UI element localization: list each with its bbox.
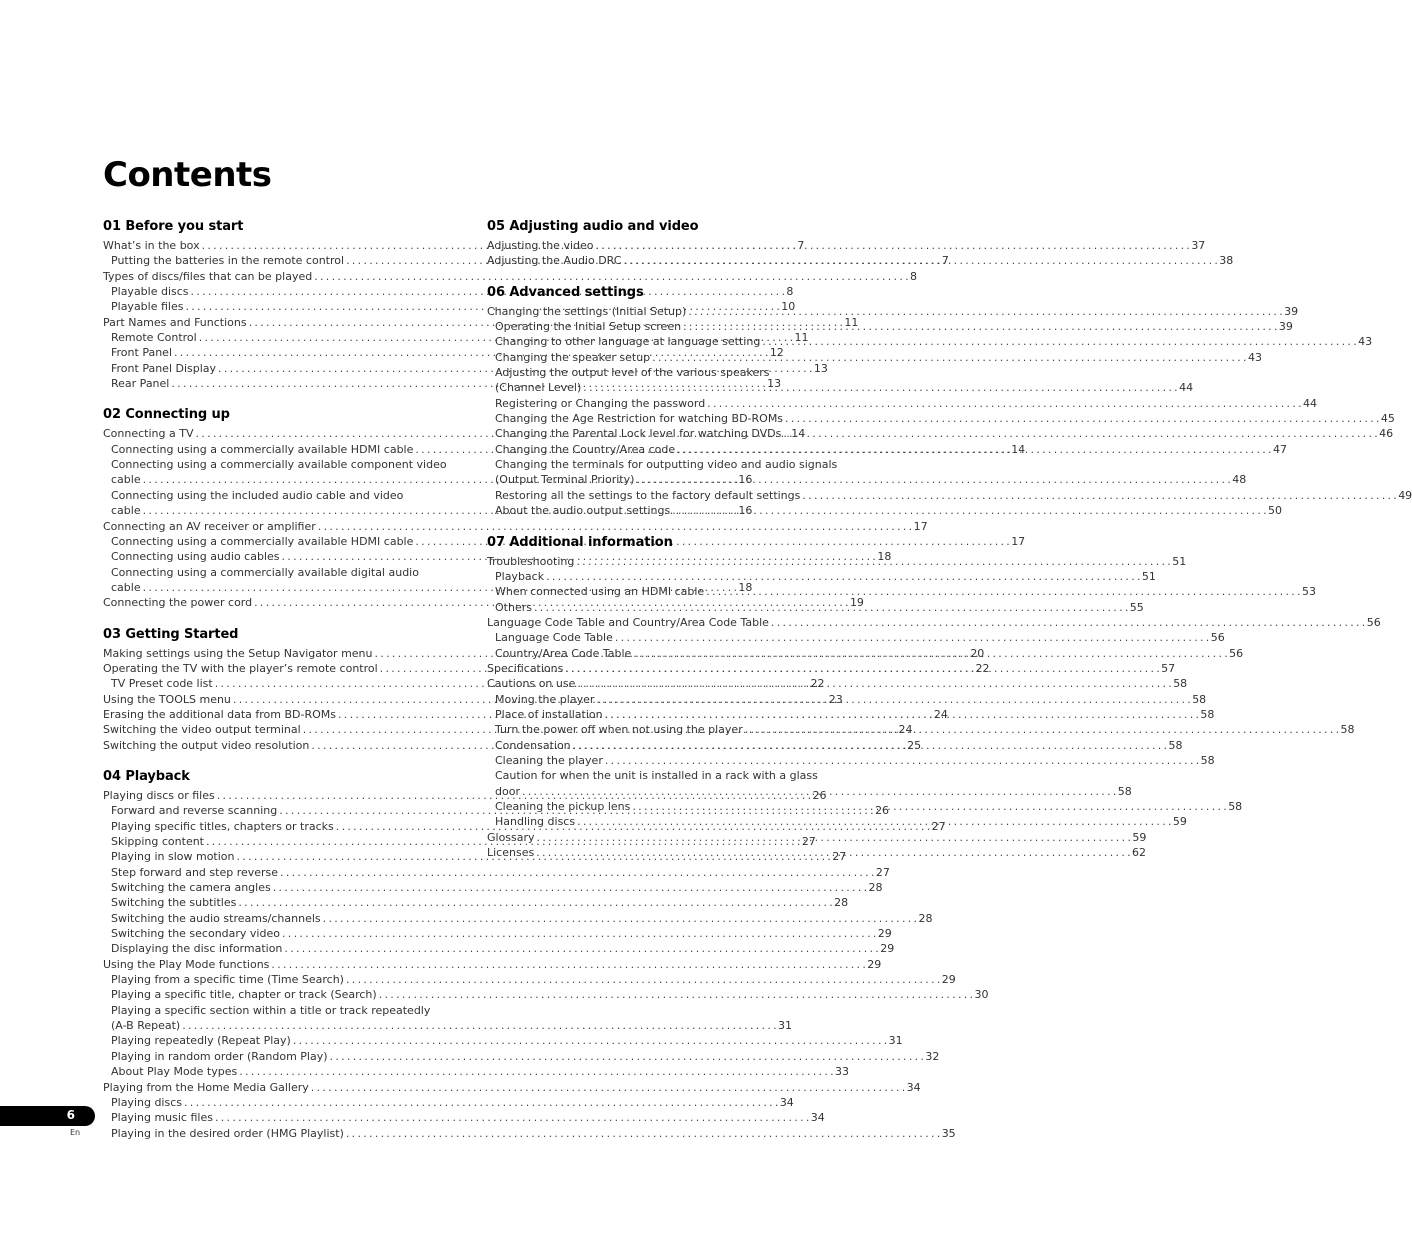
toc-entry-page: 10	[781, 300, 796, 314]
toc-entry-page: 29	[941, 973, 956, 987]
toc-entry[interactable]	[487, 350, 1262, 365]
toc-entry-title: Playing discs or files	[103, 788, 215, 802]
leader-dots	[633, 646, 1227, 661]
toc-entry-page: 33	[835, 1065, 850, 1079]
leader-dots	[623, 253, 1217, 268]
toc-entry-page: 45	[1380, 412, 1395, 426]
leader-dots	[596, 238, 1190, 253]
toc-entry-title: Remote Control	[111, 331, 197, 345]
toc-entry-page: 47	[1272, 442, 1287, 456]
toc-entry-page: 7	[797, 239, 805, 252]
toc-entry-title: Displaying the disc information	[111, 942, 283, 956]
leader-dots	[311, 1080, 905, 1095]
leader-dots	[284, 941, 878, 956]
toc-entry-title: Putting the batteries in the remote control	[111, 254, 345, 268]
toc-entry-page: 43	[1358, 335, 1373, 349]
toc-entry-page: 7	[941, 254, 949, 268]
leader-dots	[536, 845, 1130, 860]
toc-entry-title: Part Names and Functions	[103, 315, 247, 329]
toc-entry[interactable]	[487, 692, 1207, 707]
toc-entry-title: Caution for when the unit is installed in a rack with a glass	[495, 769, 818, 783]
leader-dots	[576, 554, 1170, 569]
toc-entry-title: Connecting a TV	[103, 427, 194, 441]
toc-entry-title: Switching the output video resolution	[103, 738, 310, 752]
leader-dots	[785, 411, 1379, 426]
leader-dots	[184, 1095, 778, 1110]
toc-entry-page: 14	[791, 427, 806, 441]
toc-entry-page: 34	[810, 1111, 825, 1125]
leader-dots	[379, 987, 973, 1002]
leader-dots	[583, 380, 1177, 395]
toc-entry-title: Changing the Parental Lock level for watching DVDs	[495, 427, 782, 441]
toc-entry-page: 51	[1141, 569, 1156, 583]
section-heading: 01 Before you start	[103, 219, 244, 234]
leader-dots	[605, 707, 1199, 722]
toc-entry-title: Playing repeatedly (Repeat Play)	[111, 1034, 291, 1048]
toc-entry[interactable]	[103, 1080, 921, 1095]
section-heading: 03 Getting Started	[103, 626, 239, 642]
toc-entry[interactable]	[487, 569, 1156, 584]
toc-entry-title: Troubleshooting	[487, 554, 575, 568]
toc-entry[interactable]	[103, 865, 890, 880]
toc-entry-title: Cautions on use	[487, 677, 576, 691]
toc-entry[interactable]	[103, 941, 895, 956]
toc-entry-title: Language Code Table	[495, 631, 613, 645]
toc-entry-page: 39	[1284, 304, 1299, 318]
toc-entry-page: 16	[738, 473, 753, 487]
toc-entry[interactable]	[103, 565, 467, 580]
leader-dots	[677, 442, 1271, 457]
toc-entry[interactable]	[103, 1049, 940, 1064]
toc-entry-page: 29	[867, 957, 882, 971]
toc-entry[interactable]	[487, 426, 1394, 441]
toc-entry[interactable]	[487, 630, 1225, 645]
leader-dots	[565, 661, 1159, 676]
leader-dots	[577, 676, 1171, 691]
toc-entry-title: Front Panel	[111, 346, 172, 360]
toc-entry-title: Changing the settings (Initial Setup)	[487, 304, 687, 318]
toc-entry-title: Connecting using a commercially available component video	[111, 458, 447, 472]
toc-entry[interactable]	[103, 880, 883, 895]
toc-entry-title: Switching the subtitles	[111, 896, 237, 910]
toc-entry-page: 31	[888, 1034, 903, 1048]
leader-dots	[182, 1018, 776, 1033]
toc-entry-page: 14	[1011, 442, 1026, 456]
toc-entry-page: 27	[832, 850, 847, 864]
leader-dots	[271, 957, 865, 972]
leader-dots	[706, 584, 1300, 599]
toc-entry-title: About Play Mode types	[111, 1065, 238, 1079]
toc-entry-page: 25	[907, 738, 922, 752]
toc-entry[interactable]	[103, 1126, 956, 1141]
toc-entry-page: 24	[898, 723, 913, 737]
toc-entry-page: 56	[1229, 646, 1244, 660]
toc-entry-page: 27	[931, 819, 946, 833]
toc-entry-page: 30	[974, 988, 989, 1002]
leader-dots	[745, 722, 1339, 737]
toc-entry-page: 22	[975, 661, 990, 675]
toc-entry-title: Using the Play Mode functions	[103, 957, 270, 971]
toc-entry-title: Adjusting the video	[487, 239, 594, 252]
page-language: En	[70, 1128, 81, 1137]
leader-dots	[707, 396, 1301, 411]
leader-dots	[282, 926, 876, 941]
toc-entry-title: Switching the camera angles	[111, 881, 271, 895]
toc-entry-title: Operating the Initial Setup screen	[495, 320, 682, 334]
leader-dots	[632, 799, 1226, 814]
toc-entry-title: Connecting using the included audio cable and video	[111, 488, 404, 502]
toc-entry-title: Erasing the additional data from BD-ROMs	[103, 707, 337, 721]
toc-entry-page: 58	[1228, 800, 1243, 813]
toc-entry-title: Playing music files	[111, 1111, 213, 1125]
toc-entry-page: 58	[1192, 692, 1207, 706]
leader-dots	[688, 304, 1282, 319]
leader-dots	[762, 334, 1356, 349]
leader-dots	[522, 784, 1116, 799]
toc-entry-title: Playable discs	[111, 285, 189, 299]
toc-entry-title: Changing to other language at language setting	[495, 335, 761, 349]
section-heading: 07 Additional information	[487, 534, 673, 550]
toc-entry-page: 11	[844, 315, 859, 329]
toc-entry[interactable]	[103, 1064, 850, 1079]
toc-entry[interactable]	[103, 1110, 825, 1125]
toc-entry-page: 18	[877, 550, 892, 564]
toc-entry-title: Forward and reverse scanning	[111, 804, 278, 818]
toc-entry-title: Country/Area Code Table	[495, 646, 632, 660]
toc-entry-title: Using the TOOLS menu	[103, 692, 231, 706]
leader-dots	[273, 880, 867, 895]
toc-entry-title: Switching the audio streams/channels	[111, 911, 321, 925]
page-title: Contents	[103, 155, 272, 195]
toc-entry-title: Playing in random order (Random Play)	[111, 1049, 328, 1063]
leader-dots	[577, 814, 1171, 829]
toc-entry[interactable]	[103, 1095, 794, 1110]
toc-entry-title: Playing in slow motion	[111, 850, 235, 864]
toc-entry-title: Playing from the Home Media Gallery	[103, 1080, 309, 1094]
toc-entry[interactable]	[103, 895, 849, 910]
toc-entry-title: Playable files	[111, 300, 184, 314]
toc-entry[interactable]	[487, 830, 1147, 845]
toc-entry-title: Switching the secondary video	[111, 927, 280, 941]
toc-entry-title: Playing specific titles, chapters or tracks	[111, 819, 334, 833]
toc-entry-title: Cleaning the pickup lens	[495, 800, 631, 813]
toc-entry-title: Others	[495, 600, 532, 614]
toc-entry-page: 13	[813, 361, 828, 375]
toc-entry-page: 58	[1173, 677, 1188, 691]
toc-entry-title: Connecting using a commercially available HDMI cable	[111, 442, 414, 456]
leader-dots	[683, 319, 1277, 334]
toc-entry-page: 18	[738, 580, 753, 594]
toc-entry-page: 35	[941, 1126, 956, 1140]
toc-entry[interactable]	[487, 411, 1395, 426]
toc-entry-page: 58	[1117, 784, 1132, 798]
toc-entry-page: 26	[875, 804, 890, 818]
toc-entry[interactable]	[103, 972, 956, 987]
toc-entry[interactable]	[103, 957, 882, 972]
section-heading: 04 Playback	[103, 768, 190, 784]
toc-entry-page: 49	[1398, 488, 1412, 502]
toc-entry-page: 56	[1210, 631, 1225, 645]
toc-entry-page: 46	[1379, 427, 1394, 441]
toc-entry-title: Connecting the power cord	[103, 596, 253, 610]
toc-entry-title: Changing the Country/Area code	[495, 442, 676, 456]
toc-entry-title: Making settings using the Setup Navigator menu	[103, 646, 373, 660]
toc-entry-page: 19	[849, 596, 864, 610]
toc-entry-title: Connecting using audio cables	[111, 550, 280, 564]
toc-entry-page: 17	[1011, 534, 1026, 548]
toc-entry-title: Connecting using a commercially available HDMI cable	[111, 534, 414, 548]
toc-entry-page: 37	[1191, 239, 1206, 252]
toc-entry-title: Licenses	[487, 846, 535, 860]
leader-dots	[783, 426, 1377, 441]
toc-entry[interactable]	[103, 1033, 903, 1048]
leader-dots	[672, 503, 1266, 518]
toc-entry-title: Skipping content	[111, 835, 204, 848]
toc-entry-page: 8	[786, 285, 794, 299]
toc-entry[interactable]	[487, 615, 1381, 630]
leader-dots	[215, 1110, 809, 1125]
toc-entry-page: 8	[910, 269, 918, 283]
toc-entry[interactable]	[487, 676, 1188, 691]
toc-entry-title: cable	[111, 504, 141, 518]
leader-dots	[346, 972, 940, 987]
toc-entry-title: Registering or Changing the password	[495, 396, 706, 410]
toc-entry-title: Playing in the desired order (HMG Playlist)	[111, 1126, 344, 1140]
leader-dots	[771, 615, 1365, 630]
toc-entry-title: What’s in the box	[103, 239, 200, 252]
toc-entry-page: 57	[1161, 661, 1176, 675]
leader-dots	[596, 692, 1190, 707]
toc-entry-title: Operating the TV with the player’s remote control	[103, 661, 378, 675]
toc-entry-title: Playback	[495, 569, 545, 583]
toc-entry-page: 22	[810, 677, 825, 691]
toc-entry-page: 58	[1340, 723, 1355, 737]
section-heading: 06 Advanced settings	[487, 284, 644, 300]
toc-entry[interactable]	[487, 784, 1132, 799]
entry-list	[487, 238, 1234, 269]
toc-entry-page: 27	[875, 865, 890, 879]
toc-entry[interactable]	[103, 926, 892, 941]
toc-entry-title: door	[495, 784, 520, 798]
toc-entry-title: Changing the terminals for outputting video and audio signals	[495, 458, 838, 472]
toc-entry-page: 28	[868, 881, 883, 895]
toc-entry-page: 44	[1179, 381, 1194, 395]
toc-entry-page: 55	[1129, 600, 1144, 614]
toc-entry[interactable]	[103, 1003, 467, 1018]
leader-dots	[636, 472, 1230, 487]
toc-entry-page: 12	[769, 346, 784, 360]
toc-entry-title: Connecting an AV receiver or amplifier	[103, 519, 316, 533]
toc-entry-title: Adjusting the Audio DRC	[487, 254, 622, 268]
toc-entry[interactable]	[103, 911, 933, 926]
toc-entry-page: 32	[925, 1049, 940, 1063]
toc-entry-title: Language Code Table and Country/Area Code Table	[487, 615, 769, 629]
toc-entry-title: Place of installation	[495, 707, 603, 721]
toc-entry-page: 56	[1366, 615, 1381, 629]
toc-entry[interactable]	[487, 768, 851, 783]
toc-entry[interactable]	[103, 519, 928, 534]
toc-entry-page: 51	[1172, 554, 1187, 568]
toc-section	[487, 218, 1234, 269]
toc-entry[interactable]	[487, 457, 851, 472]
toc-entry-title: Playing from a specific time (Time Search)	[111, 973, 344, 987]
toc-entry[interactable]	[103, 457, 467, 472]
toc-entry-title: About the audio output settings	[495, 504, 671, 518]
section-heading: 02 Connecting up	[103, 407, 230, 423]
toc-entry-page: 34	[779, 1095, 794, 1109]
toc-entry-page: 20	[970, 646, 985, 660]
toc-entry-title: Playing a specific section within a title or track repeatedly	[111, 1003, 431, 1017]
toc-entry-title: Changing the Age Restriction for watching BD-ROMs	[495, 412, 784, 426]
toc-entry-title: cable	[111, 473, 141, 487]
toc-entry[interactable]	[487, 380, 1194, 395]
toc-entry[interactable]	[487, 503, 1283, 518]
toc-entry-title: (A-B Repeat)	[111, 1019, 181, 1033]
toc-entry-page: 38	[1219, 254, 1234, 268]
leader-dots	[546, 569, 1140, 584]
toc-entry-title: Restoring all the settings to the factory default settings	[495, 488, 801, 502]
toc-entry-title: Playing a specific title, chapter or track (Search)	[111, 988, 377, 1002]
toc-entry[interactable]	[487, 238, 1206, 253]
leader-dots	[323, 911, 917, 926]
toc-entry-page: 39	[1278, 320, 1293, 334]
toc-entry-title: Glossary	[487, 830, 535, 844]
toc-entry[interactable]	[487, 253, 1234, 268]
leader-dots	[238, 895, 832, 910]
toc-entry-title: Front Panel Display	[111, 361, 217, 375]
toc-entry-page: 28	[834, 896, 849, 910]
toc-entry[interactable]	[487, 845, 1147, 860]
toc-entry-title: Cleaning the player	[495, 753, 603, 767]
toc-entry-page: 23	[828, 692, 843, 706]
toc-entry[interactable]	[103, 488, 467, 503]
toc-entry-page: 28	[918, 911, 933, 925]
toc-entry-page: 59	[1132, 830, 1147, 844]
toc-entry-page: 62	[1132, 846, 1147, 860]
toc-entry-page: 29	[880, 942, 895, 956]
leader-dots	[239, 1064, 833, 1079]
toc-entry-page: 11	[794, 331, 809, 345]
toc-entry[interactable]	[487, 334, 1373, 349]
toc-entry-page: 59	[1172, 815, 1187, 829]
leader-dots	[573, 738, 1167, 753]
page-number: 6	[66, 1108, 75, 1122]
toc-entry-page: 34	[906, 1080, 921, 1094]
toc-entry-title: Handling discs	[495, 815, 576, 829]
leader-dots	[652, 350, 1246, 365]
toc-entry[interactable]	[103, 1018, 793, 1033]
toc-entry-title: Turn the power off when not using the player	[495, 723, 743, 737]
toc-entry-title: Rear Panel	[111, 377, 170, 391]
toc-entry[interactable]	[487, 304, 1299, 319]
toc-entry-title: Adjusting the output level of the various speakers	[495, 366, 770, 380]
toc-entry-title: Switching the video output terminal	[103, 723, 301, 737]
toc-entry-title: (Output Terminal Priority)	[495, 473, 635, 487]
toc-entry-title: When connected using an HDMI cable	[495, 585, 705, 599]
leader-dots	[330, 1049, 924, 1064]
toc-entry-page: 16	[738, 504, 753, 518]
leader-dots	[293, 1033, 887, 1048]
toc-entry-title: Step forward and step reverse	[111, 865, 279, 879]
toc-entry-page: 58	[1200, 753, 1215, 767]
toc-entry[interactable]	[487, 488, 1412, 503]
leader-dots	[534, 600, 1128, 615]
toc-entry-title: cable	[111, 580, 141, 594]
toc-entry-page: 44	[1302, 396, 1317, 410]
toc-entry[interactable]	[103, 269, 918, 284]
toc-entry-page: 50	[1268, 504, 1283, 518]
toc-entry[interactable]	[103, 987, 989, 1002]
toc-entry-page: 29	[877, 927, 892, 941]
leader-dots	[537, 830, 1131, 845]
leader-dots	[802, 488, 1396, 503]
toc-entry[interactable]	[487, 472, 1247, 487]
page-number-tab	[0, 1106, 95, 1126]
toc-entry-title: Specifications	[487, 661, 564, 675]
toc-entry-page: 53	[1301, 585, 1316, 599]
toc-entry-page: 24	[933, 707, 948, 721]
toc-entry-page: 13	[767, 377, 782, 391]
toc-entry-title: Connecting using a commercially available digital audio	[111, 565, 419, 579]
toc-entry-title: Types of discs/files that can be played	[103, 269, 313, 283]
toc-entry-title: Condensation	[495, 738, 571, 752]
leader-dots	[605, 753, 1199, 768]
leader-dots	[615, 630, 1209, 645]
toc-entry-page: 26	[812, 788, 827, 802]
toc-entry-title: Moving the player	[495, 692, 595, 706]
leader-dots	[346, 1126, 940, 1141]
toc-entry-page: 58	[1200, 707, 1215, 721]
toc-entry[interactable]	[487, 396, 1317, 411]
toc-entry-page: 43	[1247, 350, 1262, 364]
toc-entry-page: 31	[778, 1019, 793, 1033]
toc-entry[interactable]	[487, 584, 1316, 599]
toc-entry-title: (Channel Level)	[495, 381, 582, 395]
toc-entry[interactable]	[487, 365, 851, 380]
toc-entry-page: 17	[913, 519, 928, 533]
section-heading: 05 Adjusting audio and video	[487, 219, 699, 234]
toc-entry-title: TV Preset code list	[111, 677, 213, 691]
toc-entry-page: 48	[1232, 473, 1247, 487]
toc-entry-title: Changing the speaker setup	[495, 350, 651, 364]
toc-entry-title: Playing discs	[111, 1095, 182, 1109]
toc-entry[interactable]	[487, 753, 1215, 768]
toc-entry-page: 27	[801, 835, 816, 848]
toc-entry-page: 58	[1168, 738, 1183, 752]
